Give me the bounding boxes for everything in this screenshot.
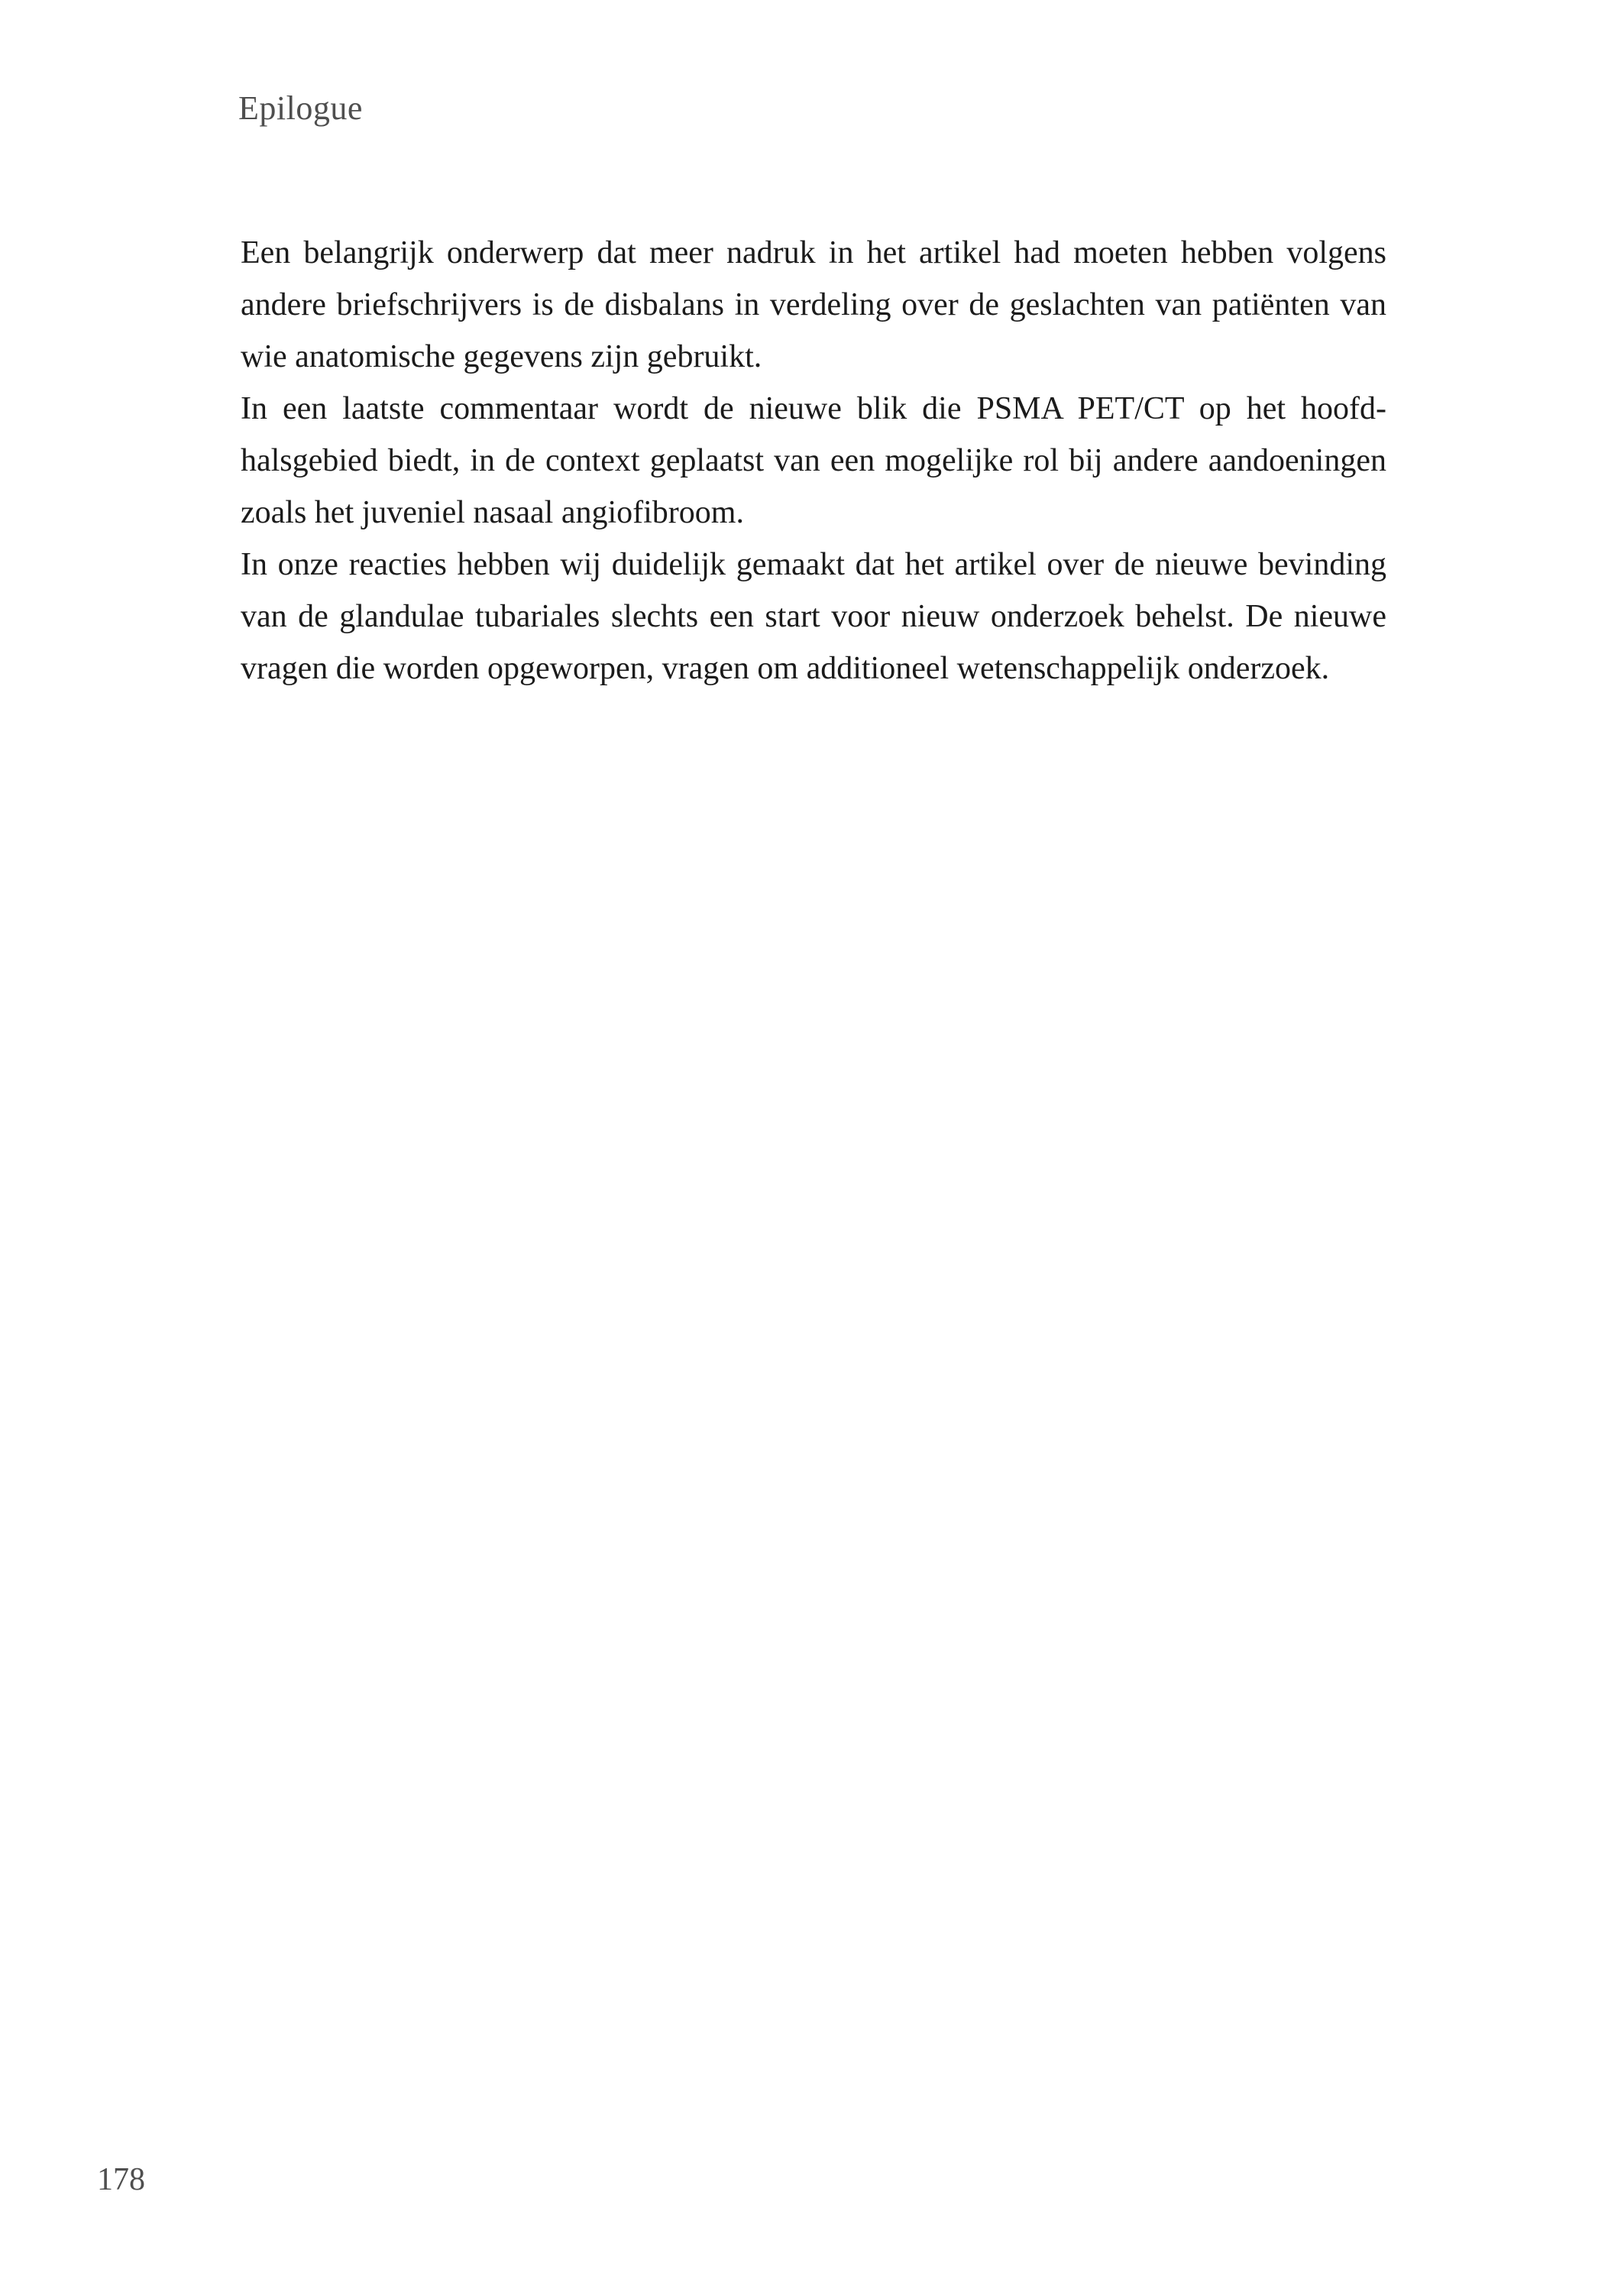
page-number: 178 bbox=[97, 2162, 145, 2197]
paragraph-new-research: In onze reacties hebben wij duidelijk gemaakt dat het artikel over de nieuwe bevinding van de glandulae tubariales slechts een start voor nieuw onderzoek behelst. De nieuwe vragen die worden opgeworpen, vragen om additioneel wetenschappelijk onderzoek. bbox=[241, 547, 1386, 686]
running-header: Epilogue bbox=[238, 89, 363, 127]
paragraph-gender-imbalance: Een belangrijk onderwerp dat meer nadruk in het artikel had moeten hebben volgens andere briefschrijvers is de disbalans in verdeling over de geslachten van patiënten van wie anatomische gegevens zijn gebruikt. bbox=[241, 235, 1386, 374]
paragraph-psma-petct: In een laatste commentaar wordt de nieuwe blik die PSMA PET/CT op het hoofd-halsgebied biedt, in de context geplaatst van een mogelijke rol bij andere aandoeningen zoals het juveniel nasaal angiofibroom. bbox=[241, 391, 1386, 530]
body-text bbox=[241, 227, 1386, 694]
